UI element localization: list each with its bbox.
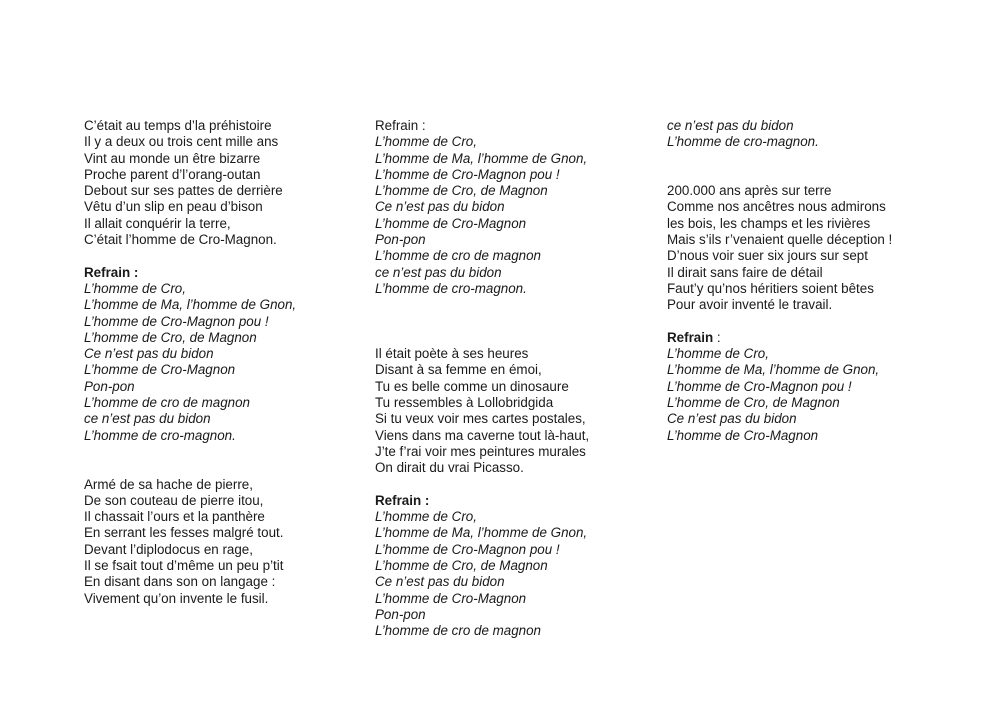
refrain-line: L’homme de Cro, xyxy=(375,134,477,150)
lyric-line: Il chassait l’ours et la panthère xyxy=(84,509,265,525)
refrain-line: Ce n’est pas du bidon xyxy=(375,199,505,215)
lyric-line: Disant à sa femme en émoi, xyxy=(375,362,542,378)
verse-3 xyxy=(375,346,589,476)
lyric-line: Faut’y qu’nos héritiers soient bêtes xyxy=(667,280,874,296)
lyric-line: Viens dans ma caverne tout là-haut, xyxy=(375,427,590,443)
refrain-label xyxy=(667,330,892,346)
verse-4 xyxy=(667,183,892,313)
refrain-line: L’homme de Ma, l’homme de Gnon, xyxy=(375,525,588,541)
lyric-line: Armé de sa hache de pierre, xyxy=(84,476,253,492)
lyric-line: D’nous voir suer six jours sur sept xyxy=(667,248,868,264)
refrain-line: L’homme de Cro-Magnon pou ! xyxy=(375,166,560,182)
refrain-line: L’homme de Cro, de Magnon xyxy=(375,183,548,199)
lyric-line: Mais s’ils r’venaient quelle déception ! xyxy=(667,232,893,248)
column-2 xyxy=(375,118,589,640)
lyric-line: De son couteau de pierre itou, xyxy=(84,492,264,508)
refrain-line: ce n’est pas du bidon xyxy=(84,411,211,427)
refrain-line: L’homme de Cro-Magnon xyxy=(667,427,819,443)
refrain-line: L’homme de cro de magnon xyxy=(84,395,250,411)
lyric-line: Proche parent d’l’orang-outan xyxy=(84,166,261,182)
lyric-line: Il dirait sans faire de détail xyxy=(667,264,823,280)
refrain-line: L’homme de Cro, de Magnon xyxy=(667,395,840,411)
refrain-line: L’homme de Ma, l’homme de Gnon, xyxy=(667,362,880,378)
lyric-line: Vêtu d’un slip en peau d’bison xyxy=(84,199,263,215)
column-1 xyxy=(84,118,296,607)
refrain xyxy=(84,281,296,444)
refrain-line: Ce n’est pas du bidon xyxy=(375,574,505,590)
lyric-line: Il se fsait tout d’même un peu p’tit xyxy=(84,558,284,574)
refrain-line: L’homme de Cro-Magnon pou ! xyxy=(667,378,852,394)
refrain-line: L’homme de cro de magnon xyxy=(375,248,541,264)
refrain-line: L’homme de Cro-Magnon xyxy=(375,590,527,606)
lyric-line: Vivement qu’on invente le fusil. xyxy=(84,590,269,606)
lyric-line: Vint au monde un être bizarre xyxy=(84,150,261,166)
refrain-line: Ce n’est pas du bidon xyxy=(667,411,797,427)
lyric-line: Tu ressembles à Lollobridgida xyxy=(375,395,554,411)
lyric-line: Devant l’diplodocus en rage, xyxy=(84,541,253,557)
refrain-line: L’homme de Cro-Magnon xyxy=(375,215,527,231)
refrain-line: L’homme de Cro, xyxy=(84,280,186,296)
lyric-line: Si tu veux voir mes cartes postales, xyxy=(375,411,586,427)
lyric-line: J’te f’rai voir mes peintures murales xyxy=(375,443,586,459)
refrain-line: L’homme de Cro-Magnon xyxy=(84,362,236,378)
lyric-line: Debout sur ses pattes de derrière xyxy=(84,183,283,199)
lyric-line: Il y a deux ou trois cent mille ans xyxy=(84,134,279,150)
lyric-line: C’était l’homme de Cro-Magnon. xyxy=(84,232,277,248)
refrain-label: Refrain : xyxy=(375,118,426,133)
refrain-line: Ce n’est pas du bidon xyxy=(84,346,214,362)
lyric-line: Comme nos ancêtres nous admirons xyxy=(667,199,886,215)
verse-2 xyxy=(84,477,296,607)
refrain-line: L’homme de cro-magnon. xyxy=(375,280,527,296)
lyric-line: En serrant les fesses malgré tout. xyxy=(84,525,284,541)
lyric-line: C’était au temps d’la préhistoire xyxy=(84,118,272,133)
lyric-line: les bois, les champs et les rivières xyxy=(667,215,871,231)
refrain-label-word: Refrain xyxy=(667,329,714,345)
lyric-line: En disant dans son on langage : xyxy=(84,574,276,590)
refrain-line: Pon-pon xyxy=(375,606,426,622)
refrain-label-colon: : xyxy=(713,329,721,345)
refrain xyxy=(375,134,589,297)
refrain-line: L’homme de Ma, l’homme de Gnon, xyxy=(84,297,297,313)
column-3 xyxy=(667,118,892,444)
lyric-line: Il était poète à ses heures xyxy=(375,346,529,362)
refrain-line: ce n’est pas du bidon xyxy=(375,264,502,280)
refrain-continuation xyxy=(667,118,892,151)
refrain-label: Refrain : xyxy=(84,264,139,280)
refrain-line: L’homme de Cro-Magnon pou ! xyxy=(84,313,269,329)
verse-1 xyxy=(84,118,296,248)
refrain-line: L’homme de Cro, xyxy=(375,509,477,525)
refrain-line: L’homme de Cro, de Magnon xyxy=(375,558,548,574)
lyric-line: Il allait conquérir la terre, xyxy=(84,215,231,231)
refrain-line: L’homme de cro-magnon. xyxy=(667,134,819,150)
refrain-line: Pon-pon xyxy=(84,378,135,394)
refrain-line: L’homme de cro de magnon xyxy=(375,623,541,639)
lyric-line: Pour avoir inventé le travail. xyxy=(667,297,833,313)
refrain-line: L’homme de cro-magnon. xyxy=(84,427,236,443)
refrain xyxy=(375,509,589,639)
refrain xyxy=(667,346,892,444)
refrain-line: Pon-pon xyxy=(375,232,426,248)
refrain-label: Refrain : xyxy=(375,492,430,508)
refrain-line: L’homme de Cro, de Magnon xyxy=(84,329,257,345)
lyric-line: 200.000 ans après sur terre xyxy=(667,183,832,199)
refrain-line: L’homme de Ma, l’homme de Gnon, xyxy=(375,150,588,166)
refrain-line: ce n’est pas du bidon xyxy=(667,118,794,133)
lyric-line: Tu es belle comme un dinosaure xyxy=(375,378,569,394)
refrain-line: L’homme de Cro, xyxy=(667,346,769,362)
lyric-line: On dirait du vrai Picasso. xyxy=(375,460,524,476)
refrain-line: L’homme de Cro-Magnon pou ! xyxy=(375,541,560,557)
